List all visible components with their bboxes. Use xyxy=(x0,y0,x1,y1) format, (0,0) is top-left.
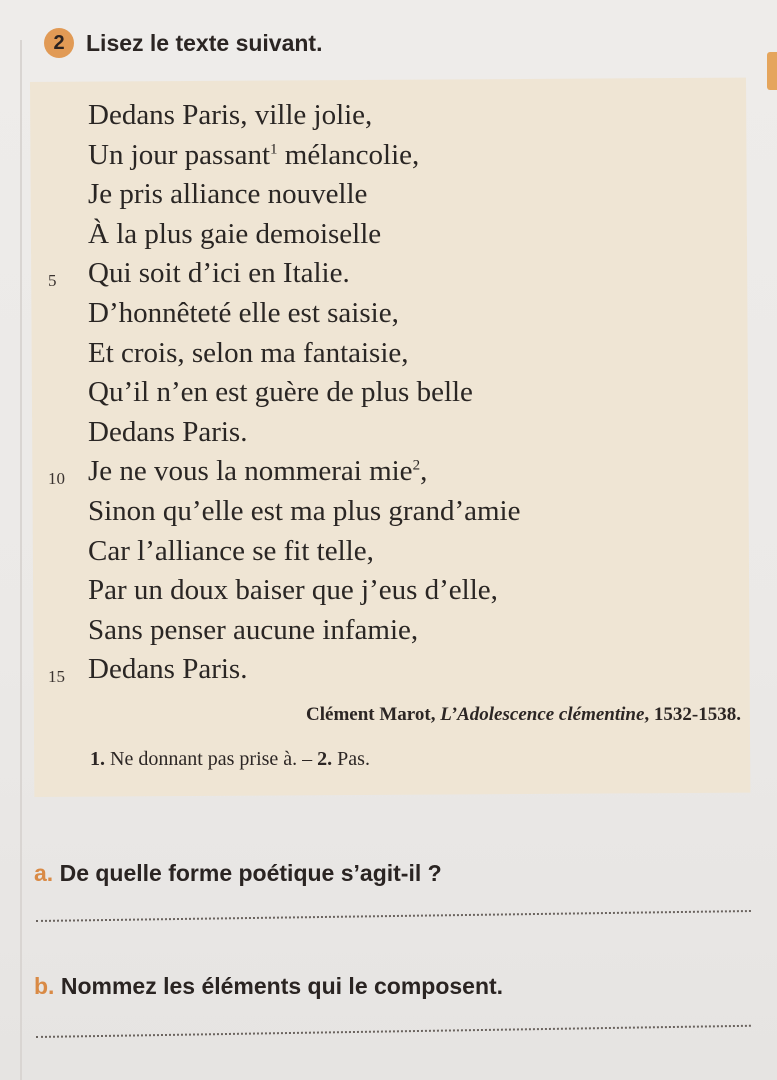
poem-line-13: Par un doux baiser que j’eus d’elle, xyxy=(88,574,498,607)
footnote-ref-1: 1 xyxy=(270,140,278,157)
footnote-2-text: Pas. xyxy=(332,748,370,770)
line-number-10: 10 xyxy=(48,469,65,489)
line-number-15: 15 xyxy=(48,667,65,687)
poem-line-1: Dedans Paris, ville jolie, xyxy=(88,99,373,131)
poem-line-10 xyxy=(48,452,728,492)
footnote-ref-2: 2 xyxy=(412,457,421,474)
poem-line-11: Sinon qu’elle est ma plus grand’amie xyxy=(88,494,521,527)
source-work: L’Adolescence clémentine xyxy=(440,704,645,725)
poem-line-2 xyxy=(88,136,728,176)
poem-line-12: Car l’alliance se fit telle, xyxy=(88,534,374,567)
source-date: , 1532-1538. xyxy=(644,704,741,725)
poem-line-8: Qu’il n’en est guère de plus belle xyxy=(88,376,473,409)
exercise-header xyxy=(44,28,322,58)
poem-line-14: Sans penser aucune infamie, xyxy=(88,613,419,646)
poem-line-15 xyxy=(48,650,728,690)
footnote-1-text: Ne donnant pas prise à. – xyxy=(105,748,318,770)
question-b xyxy=(34,973,503,1000)
footnotes xyxy=(90,748,370,771)
footnote-1-number: 1. xyxy=(90,748,105,770)
question-a-letter: a. xyxy=(34,860,54,886)
poem-line-5 xyxy=(48,254,728,294)
question-b-letter: b. xyxy=(34,973,55,999)
question-a xyxy=(34,860,442,887)
poem-line-15-text: Dedans Paris. xyxy=(88,653,248,686)
poem-line-3: Je pris alliance nouvelle xyxy=(88,178,368,211)
question-a-text: De quelle forme poétique s’agit-il ? xyxy=(53,860,442,886)
poem-line-10-end: , xyxy=(420,455,428,488)
poem-line-2-start: Un jour passant xyxy=(88,138,271,171)
poem-line-9: Dedans Paris. xyxy=(88,415,248,448)
exercise-number-badge: 2 xyxy=(44,28,74,58)
exercise-title: Lisez le texte suivant. xyxy=(86,29,323,56)
answer-line-b[interactable] xyxy=(36,1025,751,1038)
line-number-5: 5 xyxy=(48,271,57,291)
source-author: Clément Marot, xyxy=(306,704,436,725)
poem-line-7: Et crois, selon ma fantaisie, xyxy=(88,336,409,369)
margin-line xyxy=(20,40,22,1080)
poem xyxy=(48,96,728,690)
poem-source xyxy=(306,704,741,726)
poem-line-6: D’honnêteté elle est saisie, xyxy=(88,296,399,329)
question-b-text: Nommez les éléments qui le composent. xyxy=(54,973,504,999)
poem-line-5-text: Qui soit d’ici en Italie. xyxy=(88,257,350,290)
poem-line-4: À la plus gaie demoiselle xyxy=(88,217,382,250)
footnote-2-number: 2. xyxy=(317,748,333,770)
poem-line-10-start: Je ne vous la nommerai mie xyxy=(88,455,413,488)
poem-line-2-end: mélancolie, xyxy=(277,138,420,171)
answer-line-a[interactable] xyxy=(36,910,751,922)
page-tab-marker xyxy=(767,52,777,90)
